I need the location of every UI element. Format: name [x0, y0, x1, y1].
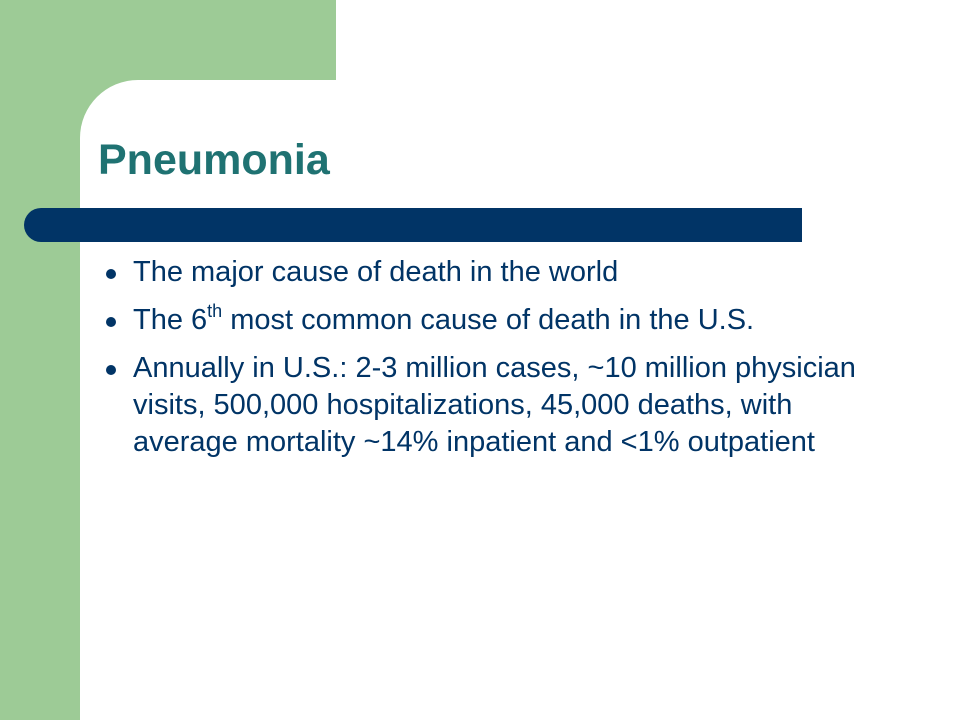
bullet-item	[96, 302, 876, 339]
bullet-list	[96, 254, 876, 472]
bullet-text	[133, 301, 755, 336]
bullet-text-part: The 6	[133, 304, 208, 336]
ordinal-superscript: th	[207, 301, 223, 321]
bullet-item	[96, 350, 876, 461]
bullet-text-part: most common cause of death in the U.S.	[222, 304, 755, 336]
bullet-text: Annually in U.S.: 2-3 million cases, ~10 million physician visits, 500,000 hospitalizations, 45,000 deaths, with average mortality ~14% inpatient and <1% outpatient	[133, 352, 856, 458]
title-divider-bar	[24, 208, 802, 242]
bullet-item	[96, 254, 876, 291]
bullet-dot-icon	[106, 269, 116, 279]
slide-title: Pneumonia	[98, 136, 330, 184]
bullet-dot-icon	[106, 317, 116, 327]
bullet-dot-icon	[106, 365, 116, 375]
bullet-text: The major cause of death in the world	[133, 256, 619, 288]
